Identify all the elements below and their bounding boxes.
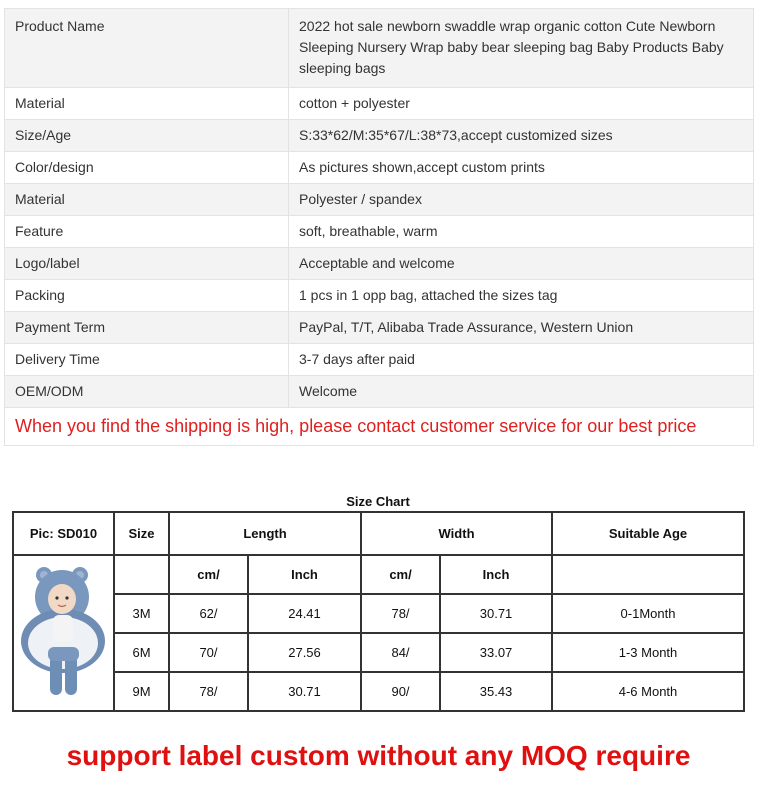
size-header: Size (114, 512, 169, 555)
spec-value: Polyester / spandex (289, 184, 754, 216)
age-blank (552, 555, 744, 594)
length-inch: 24.41 (248, 594, 361, 633)
spec-value: Welcome (289, 376, 754, 408)
product-spec-table (4, 8, 754, 446)
spec-row (5, 120, 754, 152)
baby-sleeping-bag-image (18, 563, 110, 703)
size-chart-unit-row (13, 555, 744, 594)
spec-row (5, 9, 754, 88)
spec-value: 1 pcs in 1 opp bag, attached the sizes tag (289, 280, 754, 312)
spec-value: cotton + polyester (289, 88, 754, 120)
length-cm: 62/ (169, 594, 248, 633)
spec-value: PayPal, T/T, Alibaba Trade Assurance, Western Union (289, 312, 754, 344)
spec-value: Acceptable and welcome (289, 248, 754, 280)
width-inch: 30.71 (440, 594, 552, 633)
length-inch: 27.56 (248, 633, 361, 672)
spec-key: Payment Term (5, 312, 289, 344)
spec-row (5, 216, 754, 248)
spec-value: As pictures shown,accept custom prints (289, 152, 754, 184)
unit-blank (114, 555, 169, 594)
size-chart-table (12, 511, 745, 712)
spec-key: Delivery Time (5, 344, 289, 376)
spec-row (5, 344, 754, 376)
spec-key: Material (5, 184, 289, 216)
size-row (13, 594, 744, 633)
width-cm-unit: cm/ (361, 555, 440, 594)
length-inch-unit: Inch (248, 555, 361, 594)
spec-value: 2022 hot sale newborn swaddle wrap organic cotton Cute Newborn Sleeping Nursery Wrap baby bear sleeping bag Baby Products Baby sleeping bags (289, 9, 754, 88)
product-image-cell (13, 555, 114, 711)
suitable-age: 0-1Month (552, 594, 744, 633)
width-cm: 84/ (361, 633, 440, 672)
length-cm: 70/ (169, 633, 248, 672)
length-header: Length (169, 512, 361, 555)
moq-promo-text: support label custom without any MOQ require (66, 740, 691, 771)
spec-key: Logo/label (5, 248, 289, 280)
age-header: Suitable Age (552, 512, 744, 555)
length-inch: 30.71 (248, 672, 361, 711)
pic-label: Pic: SD010 (13, 512, 114, 555)
size-chart-title: Size Chart (346, 494, 410, 509)
spec-key: Material (5, 88, 289, 120)
size-value: 6M (114, 633, 169, 672)
spec-value: S:33*62/M:35*67/L:38*73,accept customized sizes (289, 120, 754, 152)
width-inch: 33.07 (440, 633, 552, 672)
size-chart-header-row (13, 512, 744, 555)
spec-key: Size/Age (5, 120, 289, 152)
width-cm: 90/ (361, 672, 440, 711)
spec-key: Feature (5, 216, 289, 248)
width-header: Width (361, 512, 552, 555)
width-cm: 78/ (361, 594, 440, 633)
spec-row (5, 376, 754, 408)
spec-value: soft, breathable, warm (289, 216, 754, 248)
width-inch: 35.43 (440, 672, 552, 711)
length-cm-unit: cm/ (169, 555, 248, 594)
size-value: 9M (114, 672, 169, 711)
baby-bear-swaddle-illustration (18, 563, 110, 703)
spec-row (5, 248, 754, 280)
size-value: 3M (114, 594, 169, 633)
spec-key: Packing (5, 280, 289, 312)
shipping-note-row (5, 408, 754, 446)
spec-row (5, 280, 754, 312)
length-cm: 78/ (169, 672, 248, 711)
suitable-age: 1-3 Month (552, 633, 744, 672)
spec-value: 3-7 days after paid (289, 344, 754, 376)
size-row (13, 633, 744, 672)
spec-key: Color/design (5, 152, 289, 184)
suitable-age: 4-6 Month (552, 672, 744, 711)
spec-row (5, 88, 754, 120)
spec-row (5, 184, 754, 216)
shipping-note: When you find the shipping is high, please contact customer service for our best price (5, 408, 754, 446)
spec-key: Product Name (5, 9, 289, 88)
spec-row (5, 312, 754, 344)
spec-row (5, 152, 754, 184)
size-row (13, 672, 744, 711)
width-inch-unit: Inch (440, 555, 552, 594)
spec-key: OEM/ODM (5, 376, 289, 408)
